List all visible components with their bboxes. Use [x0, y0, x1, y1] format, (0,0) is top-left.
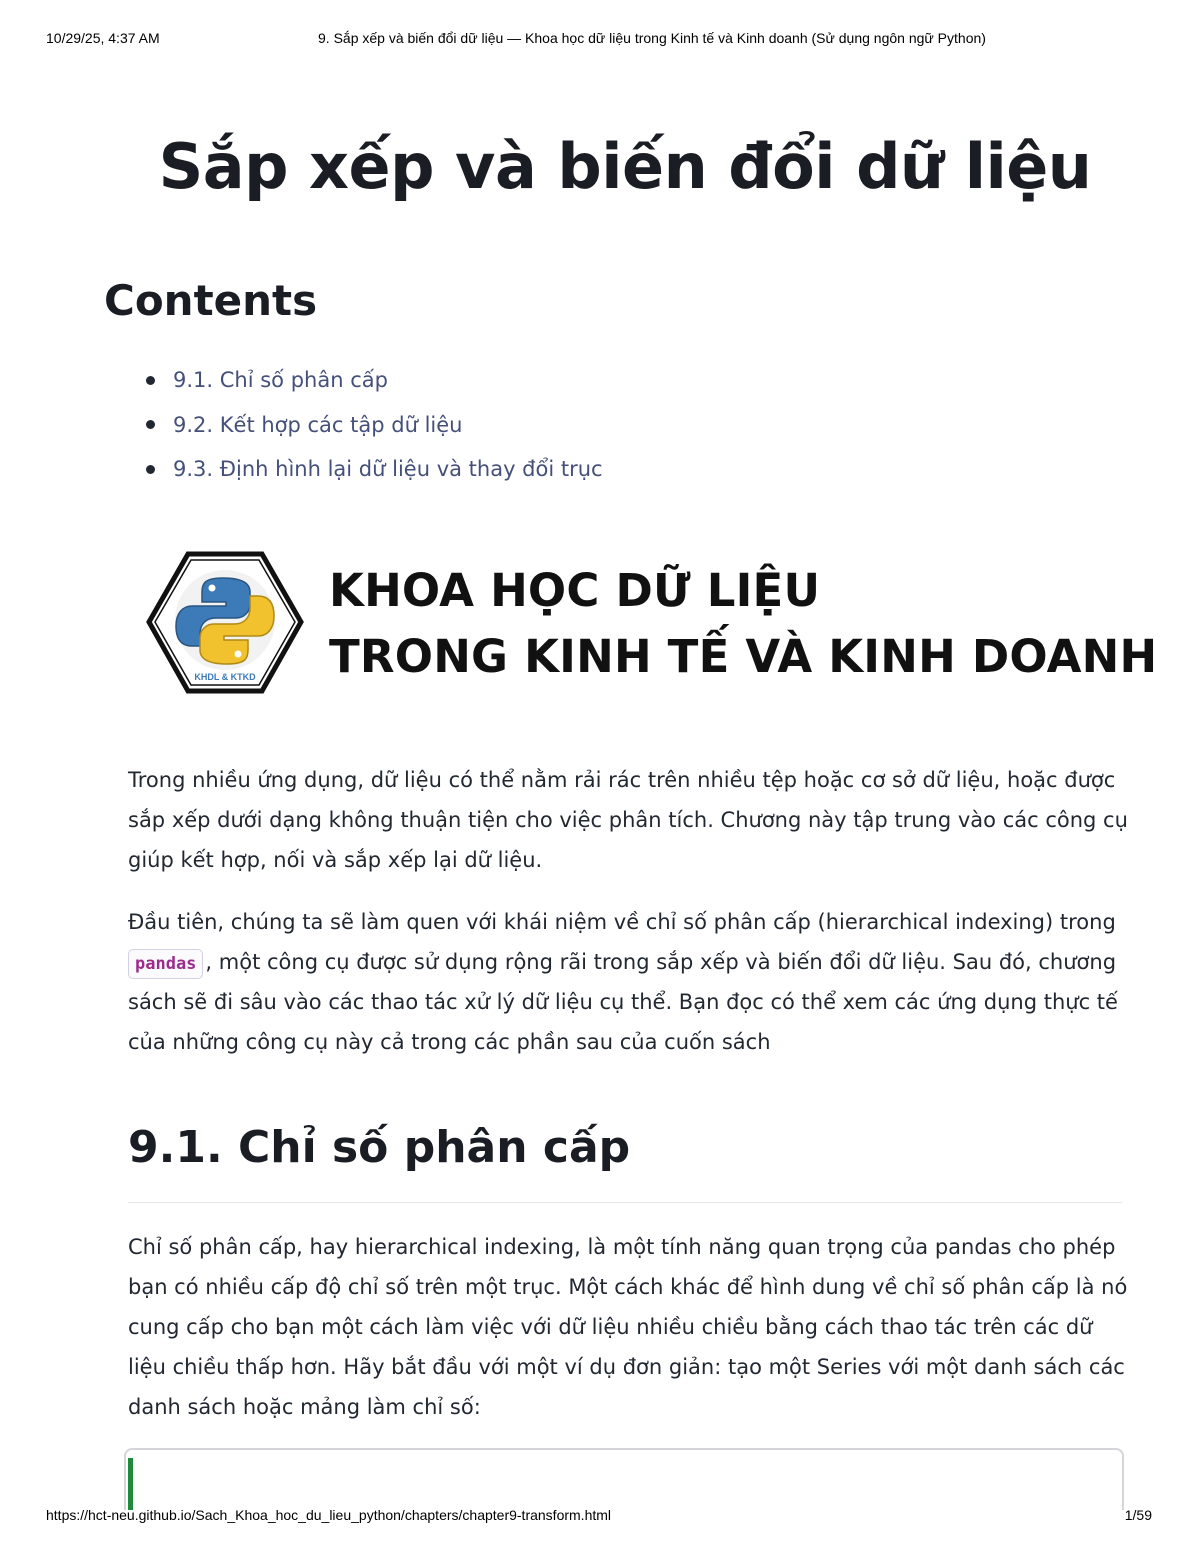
inline-code-pandas: pandas	[128, 949, 203, 979]
code-cell[interactable]	[124, 1448, 1124, 1510]
table-of-contents	[146, 358, 603, 492]
code-cell-accent	[128, 1458, 133, 1510]
toc-link-9-2[interactable]: 9.2. Kết hợp các tập dữ liệu	[173, 412, 463, 437]
paragraph-text: Đầu tiên, chúng ta sẽ làm quen với khái niệm về chỉ số phân cấp (hierarchical indexing) trong	[128, 910, 1116, 934]
section-heading-9-1: 9.1. Chỉ số phân cấp	[128, 1122, 631, 1173]
book-banner	[146, 550, 1158, 695]
python-logo-icon	[146, 550, 304, 695]
toc-link-9-3[interactable]: 9.3. Định hình lại dữ liệu và thay đổi trục	[173, 457, 603, 482]
section-divider	[128, 1202, 1122, 1203]
toc-link-9-1[interactable]: 9.1. Chỉ số phân cấp	[173, 368, 388, 393]
toc-item	[146, 403, 603, 448]
print-datetime: 10/29/25, 4:37 AM	[46, 30, 160, 46]
bullet-icon	[146, 376, 155, 385]
banner-title-line1: KHOA HỌC DỮ LIỆU	[329, 564, 821, 617]
intro-paragraph: Trong nhiều ứng dụng, dữ liệu có thể nằm rải rác trên nhiều tệp hoặc cơ sở dữ liệu, hoặc được sắp xếp dưới dạng không thuận tiện cho việc phân tích. Chương này tập trung vào các công cụ giúp kết hợp, nối và sắp xếp lại dữ liệu.	[128, 768, 1128, 872]
page-number: 1/59	[1124, 1507, 1152, 1523]
section-paragraph: Chỉ số phân cấp, hay hierarchical indexing, là một tính năng quan trọng của pandas cho phép bạn có nhiều cấp độ chỉ số trên một trục. Một cách khác để hình dung về chỉ số phân cấp là nó cung cấp cho bạn một cách làm việc với dữ liệu nhiều chiều bằng cách thao tác trên các dữ liệu chiều thấp hơn. Hãy bắt đầu với một ví dụ đơn giản: tạo một Series với một danh sách các danh sách hoặc mảng làm chỉ số:	[128, 1235, 1128, 1419]
logo-caption: KHDL & KTKD	[194, 672, 256, 682]
toc-item	[146, 358, 603, 403]
print-doc-title: 9. Sắp xếp và biến đổi dữ liệu — Khoa học dữ liệu trong Kinh tế và Kinh doanh (Sử dụng ngôn ngữ Python)	[318, 30, 986, 46]
contents-heading: Contents	[104, 276, 318, 325]
page-url: https://hct-neu.github.io/Sach_Khoa_hoc_du_lieu_python/chapters/chapter9-transform.html	[46, 1507, 612, 1523]
page-title: Sắp xếp và biến đổi dữ liệu	[158, 130, 1092, 203]
paragraph-text: , một công cụ được sử dụng rộng rãi trong sắp xếp và biến đổi dữ liệu. Sau đó, chương sách sẽ đi sâu vào các thao tác xử lý dữ liệu cụ thể. Bạn đọc có thể xem các ứng dụng thực tế của những công cụ này cả trong các phần sau của cuốn sách	[128, 950, 1118, 1054]
bullet-icon	[146, 465, 155, 474]
intro-paragraph-2	[128, 902, 1128, 1062]
bullet-icon	[146, 420, 155, 429]
banner-title-line2: TRONG KINH TẾ VÀ KINH DOANH	[329, 630, 1158, 683]
toc-item	[146, 447, 603, 492]
